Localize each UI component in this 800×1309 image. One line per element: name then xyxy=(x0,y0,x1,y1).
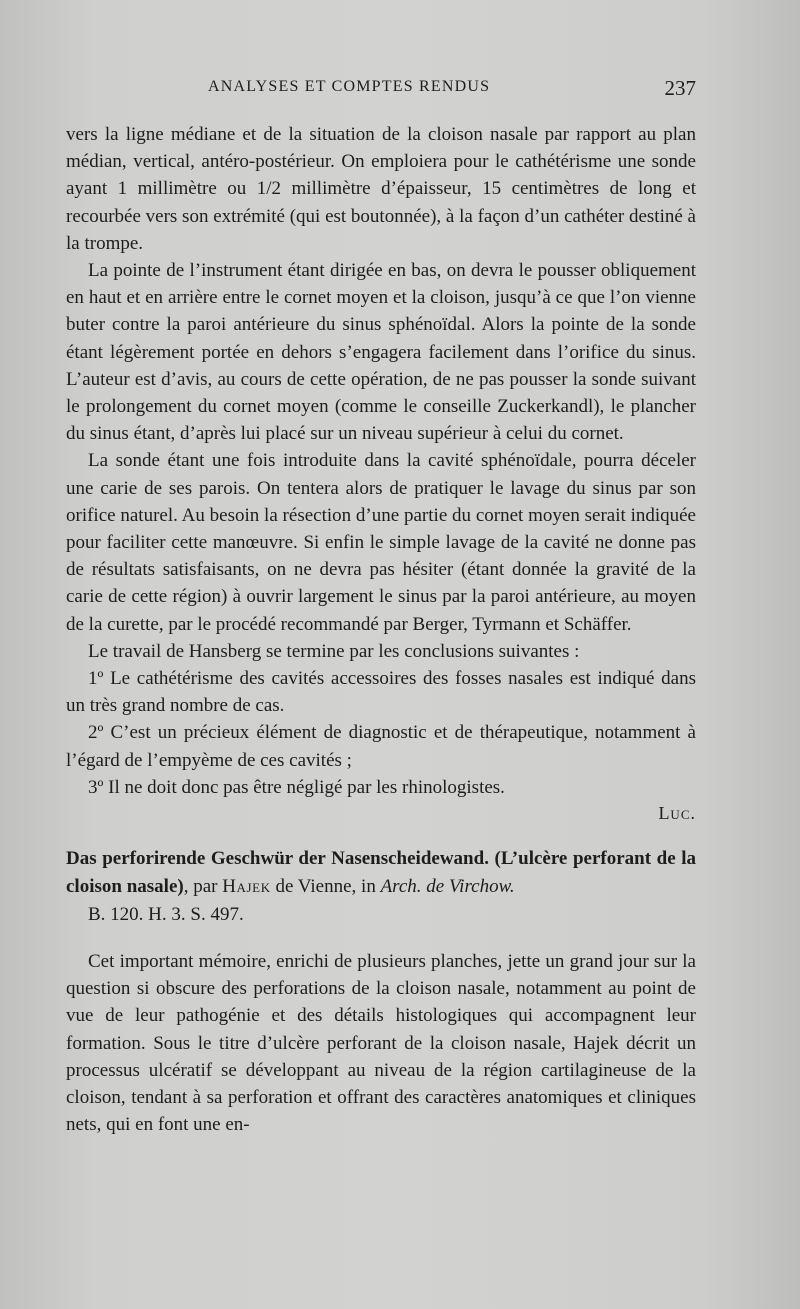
conclusion-1: 1º Le cathétérisme des cavités accessoires des fosses nasales est indiqué dans un très grand nombre de cas. xyxy=(66,668,696,717)
page-number: 237 xyxy=(664,76,696,100)
page-header xyxy=(66,78,696,102)
review-author: Hajek xyxy=(222,876,271,898)
review-par: , par xyxy=(183,876,218,898)
running-head: ANALYSES ET COMPTES RENDUS xyxy=(208,78,491,95)
review-location: de Vienne, in xyxy=(275,876,376,898)
review-journal: Arch. de Virchow. xyxy=(380,876,515,898)
section-gap xyxy=(66,929,696,948)
paragraph-conclusions-intro: Le travail de Hansberg se termine par les conclusions suivantes : xyxy=(88,640,580,662)
body-text xyxy=(66,121,696,1139)
author-signature: Luc. xyxy=(658,803,696,824)
conclusion-3: 3º Il ne doit donc pas être négligé par les rhinologistes. xyxy=(88,776,505,798)
paragraph-continuation: vers la ligne médiane et de la situation de la cloison nasale par rapport au plan médian, vertical, antéro-postérieur. On emploiera pour le cathétérisme une sonde ayant 1 millimètre ou 1/2 millimètre d’épaisseur, 15 centimètres de long et recourbée vers son extrémité (qui est boutonnée), à la façon d’un cathéter destiné à la trompe. xyxy=(66,124,696,254)
review-paragraph: Cet important mémoire, enrichi de plusieurs planches, jette un grand jour sur la question si obscure des perforations de la cloison nasale, notamment au point de vue de leur pathogénie et des détails histologiques qui accompagnent leur formation. Sous le titre d’ulcère perforant de la cloison nasale, Hajek décrit un processus ulcératif se développant au niveau de la région cartilagineuse de la cloison, tendant à sa perforation et offrant des caractères anatomiques et cliniques nets, qui en font une en- xyxy=(66,951,696,1136)
review-heading xyxy=(66,845,696,929)
conclusion-2: 2º C’est un précieux élément de diagnostic et de thérapeutique, notamment à l’égard de l’empyème de ces cavités ; xyxy=(66,722,696,771)
review-title-line xyxy=(66,845,696,901)
paragraph-instrument: La pointe de l’instrument étant dirigée en bas, on devra le pousser obliquement en haut et en arrière entre le cornet moyen et la cloison, jusqu’à ce que l’on vienne buter contre la paroi antérieure du sinus sphénoïdal. Alors la pointe de la sonde étant légèrement portée en dehors s’engagera facilement dans l’orifice du sinus. L’auteur est d’avis, au cours de cette opération, de ne pas pousser la sonde suivant le prolongement du cornet moyen (comme le conseille Zuckerkandl), le plancher du sinus étant, d’après lui placé sur un niveau supérieur à celui du cornet. xyxy=(66,260,696,445)
review-title-french: (L’ulcère perforant de la cloison nasale) xyxy=(66,848,697,898)
review-citation: B. 120. H. 3. S. 497. xyxy=(88,904,244,926)
review-title-german: Das perforirende Geschwür der Nasenscheidewand. xyxy=(66,848,489,870)
paragraph-sonde: La sonde étant une fois introduite dans la cavité sphénoïdale, pourra déceler une carie de ses parois. On tentera alors de pratiquer le lavage du sinus par son orifice naturel. Au besoin la résection d’une partie du cornet moyen serait indiquée pour faciliter cette manœuvre. Si enfin le simple lavage de la cavité ne donne pas de résultats satisfaisants, on ne devra pas hésiter (étant donnée la gravité de la carie de cette région) à ouvrir largement le sinus par la paroi antérieure, au moyen de la curette, par le procédé recommandé par Berger, Tyrmann et Schäffer. xyxy=(66,450,696,635)
